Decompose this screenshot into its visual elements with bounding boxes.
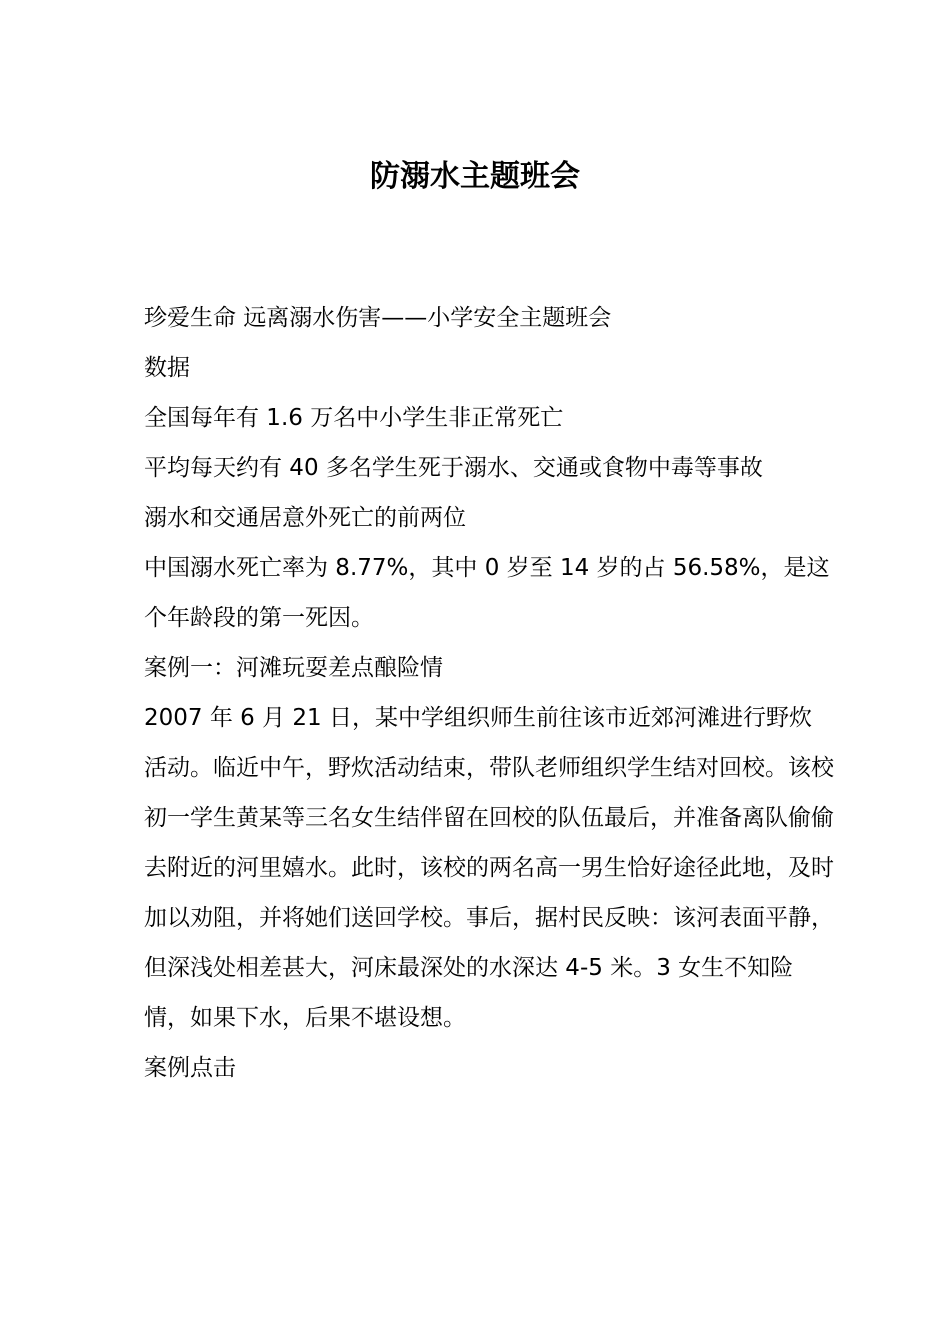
case-heading: 案例一：河滩玩耍差点酿险情 (144, 655, 443, 681)
subtitle-paragraph: 珍爱生命 远离溺水伤害——小学安全主题班会 (144, 305, 612, 331)
data-paragraph: 全国每年有 1.6 万名中小学生非正常死亡 (144, 405, 564, 431)
data-paragraph: 平均每天约有 40 多名学生死于溺水、交通或食物中毒等事故 (144, 455, 763, 481)
document-body (144, 293, 834, 1093)
document-title: 防溺水主题班会 (370, 159, 580, 194)
case-review-heading: 案例点击 (144, 1055, 236, 1081)
data-paragraph: 溺水和交通居意外死亡的前两位 (144, 505, 466, 531)
section-heading-data: 数据 (144, 355, 190, 381)
case-paragraph: 2007 年 6 月 21 日，某中学组织师生前往该市近郊河滩进行野炊活动。临近中午，野炊活动结束，带队老师组织学生结对回校。该校初一学生黄某等三名女生结伴留在回校的队伍最后，并准备离队偷偷去附近的河里嬉水。此时，该校的两名高一男生恰好途径此地，及时加以劝阻，并将她们送回学校。事后，据村民反映：该河表面平静，但深浅处相差甚大，河床最深处的水深达 4-5 米。3 女生不知险情，如果下水，后果不堪设想。 (144, 705, 834, 1031)
data-paragraph: 中国溺水死亡率为 8.77%，其中 0 岁至 14 岁的占 56.58%，是这个年龄段的第一死因。 (144, 555, 830, 631)
